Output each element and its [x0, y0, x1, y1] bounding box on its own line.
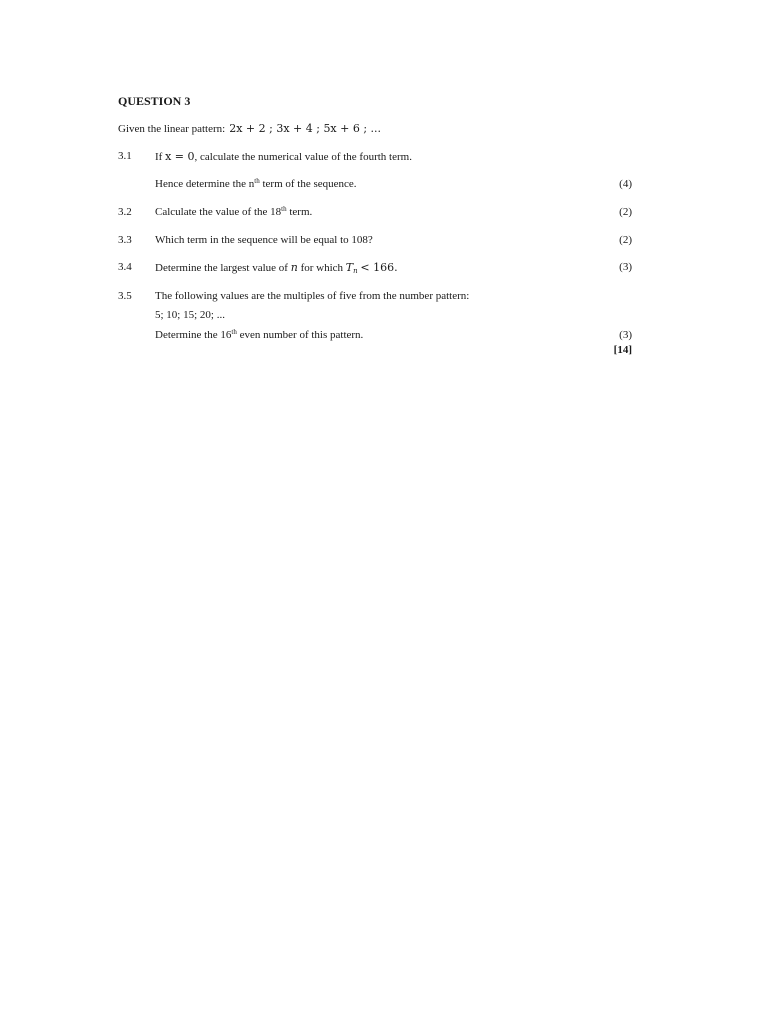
item-3-2-prefix: Calculate the value of the 18	[155, 206, 282, 218]
item-3-4-text	[155, 261, 398, 274]
marks-3-2: (2)	[619, 206, 632, 218]
item-3-1-prefix: If	[155, 151, 163, 163]
item-3-5-sup: th	[231, 328, 237, 336]
item-3-1-math: x = 0	[165, 150, 195, 163]
intro-text: Given the linear pattern:	[118, 123, 226, 135]
item-3-4-var-n: n	[290, 261, 298, 274]
item-3-5-line3-prefix: Determine the 16	[155, 329, 232, 341]
marks-3-4: (3)	[619, 261, 632, 273]
item-3-4-prefix: Determine the largest value of	[155, 262, 288, 274]
item-3-1-line2-suffix: term of the sequence.	[259, 178, 357, 190]
item-3-1-line2	[155, 178, 357, 190]
item-3-1-line1	[155, 150, 412, 163]
question-title: QUESTION 3	[118, 94, 191, 108]
item-3-5-line2: 5; 10; 15; 20; ...	[155, 309, 225, 321]
item-3-1-sup: th	[254, 177, 260, 185]
item-3-2-suffix: term.	[286, 206, 313, 218]
item-3-1-suffix: , calculate the numerical value of the fourth term.	[194, 151, 412, 163]
item-number-3-5: 3.5	[118, 290, 132, 302]
item-3-5-line3-suffix: even number of this pattern.	[236, 329, 364, 341]
item-number-3-4: 3.4	[118, 261, 132, 273]
item-3-1-line2-prefix: Hence determine the n	[155, 178, 255, 190]
item-3-2-text	[155, 206, 312, 218]
intro-pattern: 2x + 2 ; 3x + 4 ; 5x + 6 ; ...	[229, 122, 382, 135]
marks-3-5: (3)	[619, 329, 632, 341]
item-number-3-2: 3.2	[118, 206, 132, 218]
item-3-4-sub: n	[353, 267, 358, 275]
question-total: [14]	[613, 344, 632, 356]
question-intro	[118, 122, 381, 135]
item-3-4-middle: for which	[300, 262, 344, 274]
marks-3-1: (4)	[619, 178, 632, 190]
item-number-3-1: 3.1	[118, 150, 132, 162]
item-3-5-line3	[155, 329, 363, 341]
item-number-3-3: 3.3	[118, 234, 132, 246]
item-3-4-var-t: T	[345, 261, 354, 274]
item-3-3-text: Which term in the sequence will be equal to 108?	[155, 234, 373, 246]
item-3-2-sup: th	[281, 205, 287, 213]
marks-3-3: (2)	[619, 234, 632, 246]
item-3-5-line1: The following values are the multiples of five from the number pattern:	[155, 290, 470, 302]
item-3-4-suffix: < 166.	[360, 261, 398, 274]
